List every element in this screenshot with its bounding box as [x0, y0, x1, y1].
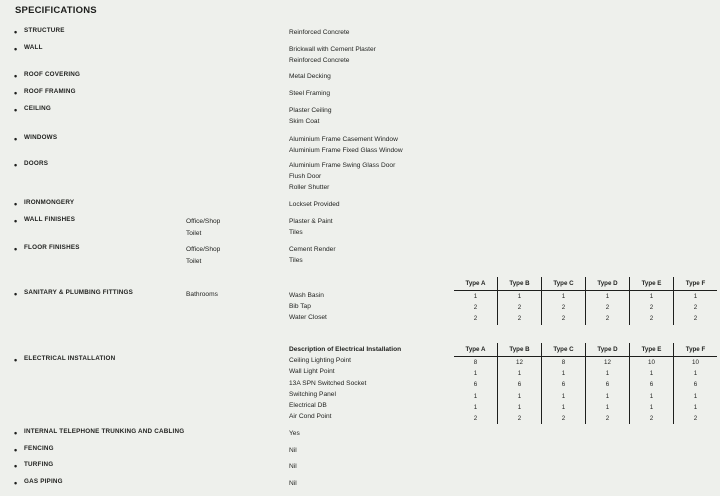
bullet: • — [14, 355, 18, 365]
table-cell: 1 — [473, 392, 478, 400]
spec-values — [289, 199, 340, 210]
table-cell: 1 — [542, 391, 586, 402]
spec-value: Nil — [289, 463, 297, 470]
type-header: Type D — [586, 343, 630, 357]
spec-values — [289, 461, 297, 472]
table-cell: 2 — [630, 313, 674, 324]
table-cell: 2 — [473, 415, 478, 423]
bullet: • — [14, 244, 18, 254]
bullet: • — [14, 134, 18, 144]
spec-label: SANITARY & PLUMBING FITTINGS — [24, 289, 134, 296]
bullet: • — [14, 478, 18, 488]
table-cell: 1 — [674, 402, 718, 413]
bullet: • — [14, 105, 18, 115]
table-row — [454, 391, 717, 402]
spec-value: Reinforced Concrete — [289, 29, 350, 36]
spec-label: FENCING — [24, 445, 54, 452]
spec-locations — [186, 216, 220, 239]
spec-label: WALL — [24, 44, 43, 51]
table-cell: 2 — [498, 302, 542, 313]
table-row — [454, 302, 717, 313]
table-cell: 2 — [498, 413, 542, 424]
table-row — [454, 291, 717, 303]
bullet: • — [14, 216, 18, 226]
electrical-type-table — [454, 343, 717, 424]
table-cell: 8 — [473, 359, 478, 366]
type-header: Type F — [674, 277, 718, 291]
table-cell: 1 — [498, 402, 542, 413]
table-cell: 1 — [473, 403, 478, 411]
electrical-description-header: Description of Electrical Installation — [289, 346, 402, 353]
table-row — [454, 313, 717, 324]
table-cell: 2 — [674, 313, 718, 324]
type-header: Type A — [454, 343, 498, 357]
table-cell: 1 — [586, 368, 630, 379]
spec-values — [289, 44, 376, 66]
spec-value: Plaster & Paint — [289, 218, 333, 225]
spec-value: Skim Coat — [289, 118, 320, 126]
spec-location: Office/Shop — [186, 246, 221, 253]
spec-values — [289, 88, 330, 99]
table-cell: 1 — [674, 391, 718, 402]
spec-values — [289, 445, 297, 456]
table-cell: 1 — [630, 402, 674, 413]
type-header: Type C — [542, 343, 586, 357]
table-cell: 1 — [586, 291, 630, 303]
spec-values — [289, 134, 403, 156]
table-cell: 2 — [542, 313, 586, 324]
table-row — [454, 413, 717, 424]
type-header: Type B — [498, 277, 542, 291]
table-cell: 12 — [586, 357, 630, 369]
table-cell: 1 — [630, 368, 674, 379]
spec-location: Office/Shop — [186, 218, 221, 225]
table-cell: 1 — [586, 391, 630, 402]
table-cell: 1 — [498, 291, 542, 303]
table-cell: 1 — [586, 402, 630, 413]
table-cell: 1 — [542, 402, 586, 413]
spec-value: Tiles — [289, 257, 303, 265]
table-cell: 2 — [498, 313, 542, 324]
table-row — [454, 379, 717, 390]
spec-value: Water Closet — [289, 314, 327, 322]
spec-value: Bib Tap — [289, 303, 311, 311]
spec-label: GAS PIPING — [24, 478, 63, 485]
table-cell: 2 — [630, 413, 674, 424]
table-cell: 2 — [630, 302, 674, 313]
spec-value: Nil — [289, 480, 297, 487]
spec-location: Toilet — [186, 257, 202, 265]
spec-label: ROOF FRAMING — [24, 88, 76, 95]
spec-value: Brickwall with Cement Plaster — [289, 46, 376, 53]
bullet: • — [14, 428, 18, 438]
bullet: • — [14, 445, 18, 455]
table-cell: 10 — [674, 357, 718, 369]
sanitary-type-table — [454, 277, 717, 325]
spec-label: ELECTRICAL INSTALLATION — [24, 355, 116, 362]
bullet: • — [14, 27, 18, 37]
table-cell: 2 — [473, 315, 478, 323]
type-header: Type A — [454, 277, 498, 291]
spec-value: Tiles — [289, 229, 303, 237]
spec-value: Aluminium Frame Swing Glass Door — [289, 162, 396, 169]
spec-label: INTERNAL TELEPHONE TRUNKING AND CABLING — [24, 428, 185, 435]
spec-label: ROOF COVERING — [24, 71, 81, 78]
table-cell: 2 — [473, 304, 478, 312]
type-header: Type B — [498, 343, 542, 357]
bullet: • — [14, 289, 18, 299]
spec-value: Switching Panel — [289, 390, 336, 398]
spec-value: Reinforced Concrete — [289, 57, 350, 65]
type-header: Type D — [586, 277, 630, 291]
spec-values — [289, 71, 331, 82]
spec-values — [289, 160, 395, 194]
spec-label: FLOOR FINISHES — [24, 244, 80, 251]
spec-locations — [186, 244, 220, 267]
table-cell: 6 — [586, 379, 630, 390]
spec-value: Steel Framing — [289, 90, 331, 97]
spec-values — [289, 244, 336, 266]
bullet: • — [14, 44, 18, 54]
spec-label: WALL FINISHES — [24, 216, 76, 223]
table-cell: 8 — [542, 357, 586, 369]
spec-value: Metal Decking — [289, 73, 331, 80]
page-title: SPECIFICATIONS — [15, 5, 97, 16]
spec-value: 13A SPN Switched Socket — [289, 379, 367, 387]
spec-value: Plaster Ceiling — [289, 107, 332, 114]
table-cell: 1 — [674, 368, 718, 379]
table-cell: 1 — [498, 391, 542, 402]
spec-label: IRONMONGERY — [24, 199, 75, 206]
table-cell: 6 — [630, 379, 674, 390]
type-header: Type C — [542, 277, 586, 291]
spec-label: CEILING — [24, 105, 51, 112]
table-cell: 2 — [674, 302, 718, 313]
table-cell: 1 — [473, 370, 478, 378]
table-cell: 1 — [542, 368, 586, 379]
bullet: • — [14, 88, 18, 98]
table-cell: 2 — [586, 302, 630, 313]
type-header: Type F — [674, 343, 718, 357]
bullet: • — [14, 71, 18, 81]
spec-value: Roller Shutter — [289, 184, 330, 192]
spec-label: TURFING — [24, 461, 54, 468]
type-header: Type E — [630, 277, 674, 291]
spec-value: Nil — [289, 447, 297, 454]
table-cell: 6 — [473, 381, 478, 389]
spec-value: Ceiling Lighting Point — [289, 357, 351, 365]
table-cell: 12 — [498, 357, 542, 369]
table-cell: 6 — [498, 379, 542, 390]
spec-locations — [186, 289, 218, 301]
bullet: • — [14, 160, 18, 170]
spec-value: Lockset Provided — [289, 201, 340, 208]
spec-values — [289, 216, 333, 238]
bullet: • — [14, 461, 18, 471]
type-header: Type E — [630, 343, 674, 357]
spec-value: Flush Door — [289, 173, 322, 181]
spec-values — [289, 290, 327, 324]
table-cell: 10 — [630, 357, 674, 369]
table-cell: 1 — [498, 368, 542, 379]
spec-location: Bathrooms — [186, 291, 218, 298]
table-cell: 6 — [542, 379, 586, 390]
spec-label: STRUCTURE — [24, 27, 65, 34]
spec-location: Toilet — [186, 229, 202, 237]
bullet: • — [14, 199, 18, 209]
spec-values — [289, 105, 332, 127]
spec-values — [289, 27, 349, 38]
spec-label: WINDOWS — [24, 134, 58, 141]
table-cell: 2 — [674, 413, 718, 424]
spec-values — [289, 478, 297, 489]
table-cell: 1 — [542, 291, 586, 303]
table-cell: 1 — [630, 291, 674, 303]
table-cell: 1 — [674, 291, 718, 303]
table-cell: 1 — [473, 293, 478, 300]
spec-value: Aluminium Frame Fixed Glass Window — [289, 147, 403, 155]
spec-value: Air Cond Point — [289, 413, 332, 421]
spec-value: Cement Render — [289, 246, 336, 253]
spec-value: Wash Basin — [289, 292, 324, 299]
electrical-values — [289, 344, 401, 422]
spec-value: Yes — [289, 430, 300, 437]
spec-label: DOORS — [24, 160, 49, 167]
table-cell: 2 — [542, 302, 586, 313]
spec-values — [289, 428, 300, 439]
table-cell: 2 — [586, 413, 630, 424]
spec-value: Wall Light Point — [289, 368, 335, 376]
table-cell: 1 — [630, 391, 674, 402]
spec-value: Aluminium Frame Casement Window — [289, 136, 398, 143]
table-row — [454, 368, 717, 379]
table-cell: 6 — [674, 379, 718, 390]
table-cell: 2 — [586, 313, 630, 324]
spec-value: Electrical DB — [289, 402, 327, 410]
table-cell: 2 — [542, 413, 586, 424]
table-row — [454, 402, 717, 413]
table-row — [454, 357, 717, 369]
